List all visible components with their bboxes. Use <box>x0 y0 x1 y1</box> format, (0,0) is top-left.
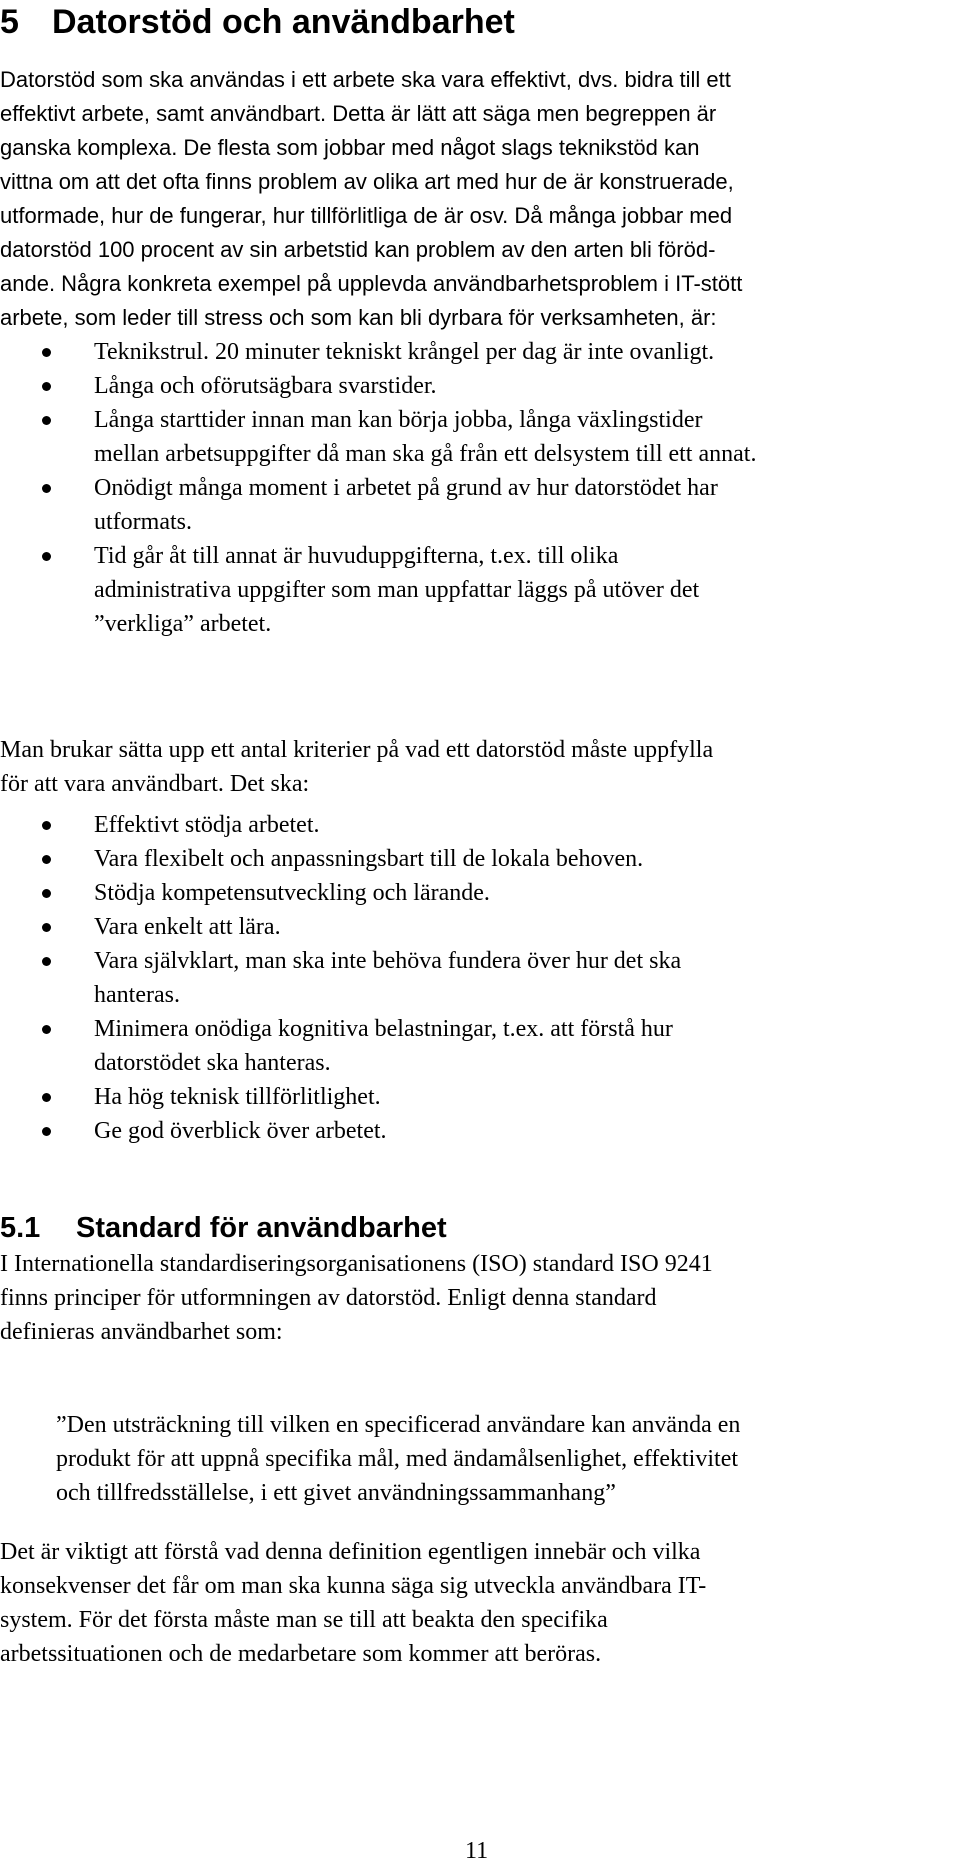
subsection-title: Standard för användbarhet <box>76 1212 447 1244</box>
bullet-icon <box>42 1093 51 1102</box>
text-line: Datorstöd som ska användas i ett arbete ska vara effektivt, dvs. bidra till ett <box>0 67 731 92</box>
bullet-icon <box>42 821 51 830</box>
subsection-heading <box>0 1210 447 1246</box>
text-line: ande. Några konkreta exempel på upplevda användbarhetsproblem i IT-stött <box>0 271 743 296</box>
list-item: Onödigt många moment i arbetet på grund av hur datorstödet har utformats. <box>0 471 756 539</box>
standard-intro-paragraph <box>0 1247 713 1349</box>
bullet-icon <box>42 382 51 391</box>
text-line: definieras användbarhet som: <box>0 1319 283 1345</box>
text-line: arbete, som leder till stress och som kan bli dyrbara för verksamheten, är: <box>0 305 717 330</box>
text-line: finns principer för utformningen av datorstöd. Enligt denna standard <box>0 1285 657 1311</box>
bullet-icon <box>42 923 51 932</box>
bullet-icon <box>42 1025 51 1034</box>
text-line: Man brukar sätta upp ett antal kriterier på vad ett datorstöd måste uppfylla <box>0 737 714 763</box>
bullet-icon <box>42 855 51 864</box>
bullet-icon <box>42 484 51 493</box>
text-line: för att vara användbart. Det ska: <box>0 771 310 797</box>
list-item: Vara flexibelt och anpassningsbart till de lokala behoven. <box>0 842 681 876</box>
list-item: Effektivt stödja arbetet. <box>0 808 681 842</box>
text-line: I Internationella standardiseringsorganisationens (ISO) standard ISO 9241 <box>0 1251 713 1277</box>
list-item: Långa starttider innan man kan börja jobba, långa växlingstider mellan arbetsuppgifter då man ska gå från ett delsystem till ett annat. <box>0 403 756 471</box>
criteria-list <box>0 808 681 1148</box>
text-line: utformade, hur de fungerar, hur tillförlitliga de är osv. Då många jobbar med <box>0 203 733 228</box>
list-item: Långa och oförutsägbara svarstider. <box>0 369 756 403</box>
section-number: 5 <box>0 3 19 41</box>
iso-definition-quote <box>56 1408 740 1510</box>
text-line: system. För det första måste man se till att beakta den specifika <box>0 1607 608 1633</box>
closing-paragraph <box>0 1535 706 1671</box>
problems-list <box>0 335 756 641</box>
list-item: Ha hög teknisk tillförlitlighet. <box>0 1080 681 1114</box>
bullet-icon <box>42 1127 51 1136</box>
text-line: konsekvenser det får om man ska kunna säga sig utveckla användbara IT- <box>0 1573 707 1599</box>
list-item: Tid går åt till annat är huvuduppgifterna, t.ex. till olika administrativa uppgifter som man uppfattar läggs på utöver det ”verkliga” arbetet. <box>0 539 756 641</box>
list-item: Teknikstrul. 20 minuter tekniskt krångel per dag är inte ovanligt. <box>0 335 756 369</box>
text-line: effektivt arbete, samt användbart. Detta är lätt att säga men begreppen är <box>0 101 717 126</box>
subsection-number: 5.1 <box>0 1212 41 1244</box>
bullet-icon <box>42 552 51 561</box>
text-line: ganska komplexa. De flesta som jobbar med något slags teknikstöd kan <box>0 135 700 160</box>
bullet-icon <box>42 957 51 966</box>
list-item: Ge god överblick över arbetet. <box>0 1114 681 1148</box>
bullet-icon <box>42 889 51 898</box>
text-line: arbetssituationen och de medarbetare som kommer att beröras. <box>0 1641 602 1667</box>
intro-paragraph <box>0 63 742 335</box>
text-line: ”Den utsträckning till vilken en specificerad användare kan använda en <box>56 1412 741 1438</box>
text-line: produkt för att uppnå specifika mål, med ändamålsenlighet, effektivitet <box>56 1446 739 1472</box>
text-line: Det är viktigt att förstå vad denna definition egentligen innebär och vilka <box>0 1539 701 1565</box>
text-line: vittna om att det ofta finns problem av olika art med hur de är konstruerade, <box>0 169 734 194</box>
text-line: datorstöd 100 procent av sin arbetstid kan problem av den arten bli föröd- <box>0 237 716 262</box>
list-item: Vara självklart, man ska inte behöva fundera över hur det ska hanteras. <box>0 944 681 1012</box>
list-item: Vara enkelt att lära. <box>0 910 681 944</box>
bullet-icon <box>42 416 51 425</box>
bullet-icon <box>42 348 51 357</box>
list-item: Minimera onödiga kognitiva belastningar, t.ex. att förstå hur datorstödet ska hanteras. <box>0 1012 681 1080</box>
criteria-intro-paragraph <box>0 733 713 801</box>
list-item: Stödja kompetensutveckling och lärande. <box>0 876 681 910</box>
text-line: och tillfredsställelse, i ett givet användningssammanhang” <box>56 1480 616 1506</box>
section-title: Datorstöd och användbarhet <box>52 3 515 41</box>
section-heading <box>0 2 515 42</box>
page-number: 11 <box>465 1838 489 1864</box>
